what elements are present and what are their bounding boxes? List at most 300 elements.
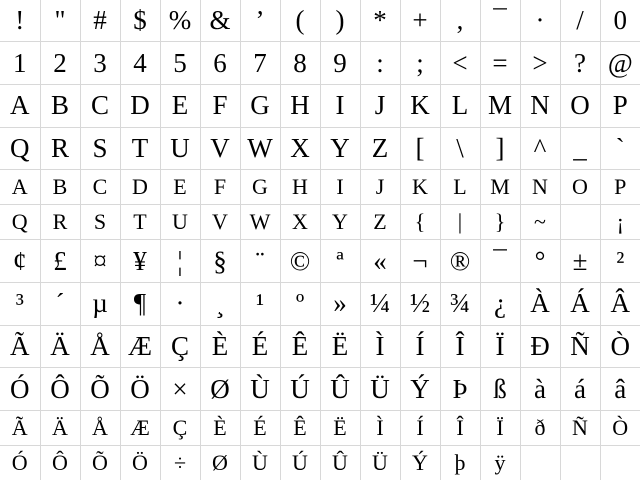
- glyph-cell[interactable]: [200, 127, 240, 170]
- glyph-cell[interactable]: [160, 205, 200, 240]
- glyph-cell[interactable]: [600, 283, 640, 326]
- glyph-cell[interactable]: [600, 85, 640, 128]
- glyph-cell[interactable]: [120, 283, 160, 326]
- glyph-cell[interactable]: [200, 411, 240, 446]
- glyph-cell[interactable]: [320, 85, 360, 128]
- glyph-cell[interactable]: [80, 85, 120, 128]
- glyph: Ô: [50, 373, 70, 404]
- glyph-cell[interactable]: [80, 170, 120, 205]
- glyph: Õ: [90, 373, 110, 404]
- glyph-cell[interactable]: [200, 42, 240, 85]
- glyph: ): [335, 5, 345, 36]
- glyph-cell[interactable]: [40, 283, 80, 326]
- glyph-cell[interactable]: [560, 85, 600, 128]
- glyph: Ç: [172, 415, 188, 441]
- glyph: F: [212, 90, 228, 121]
- glyph-row: [0, 283, 640, 326]
- glyph: ¼: [369, 288, 391, 319]
- glyph-cell[interactable]: [80, 368, 120, 411]
- glyph-cell[interactable]: [560, 283, 600, 326]
- glyph-cell[interactable]: [400, 283, 440, 326]
- glyph-cell[interactable]: [520, 325, 560, 368]
- glyph-cell[interactable]: [120, 411, 160, 446]
- glyph: Ä: [52, 415, 68, 441]
- glyph-cell[interactable]: [240, 240, 280, 283]
- glyph-cell[interactable]: [40, 85, 80, 128]
- glyph-cell[interactable]: [320, 170, 360, 205]
- glyph: Æ: [130, 415, 150, 441]
- glyph-row: [0, 0, 640, 42]
- glyph: ¡: [616, 209, 624, 235]
- glyph-cell[interactable]: [40, 0, 80, 42]
- glyph-cell[interactable]: [320, 446, 360, 480]
- glyph-cell[interactable]: [400, 240, 440, 283]
- glyph-cell[interactable]: [440, 0, 480, 42]
- glyph-cell[interactable]: [240, 283, 280, 326]
- glyph-cell[interactable]: [440, 283, 480, 326]
- glyph-cell[interactable]: [560, 446, 600, 480]
- glyph-cell[interactable]: [40, 205, 80, 240]
- glyph-cell[interactable]: [520, 446, 560, 480]
- glyph-cell[interactable]: [440, 411, 480, 446]
- glyph-cell[interactable]: [520, 411, 560, 446]
- glyph: Z: [371, 133, 389, 164]
- glyph-cell[interactable]: [160, 446, 200, 480]
- glyph: 5: [173, 47, 187, 78]
- glyph-cell[interactable]: [560, 170, 600, 205]
- glyph: S: [92, 133, 108, 164]
- glyph-cell[interactable]: [520, 0, 560, 42]
- glyph-cell[interactable]: [480, 325, 520, 368]
- glyph: ’: [255, 5, 265, 36]
- glyph: Ì: [376, 415, 384, 441]
- glyph-cell[interactable]: [560, 0, 600, 42]
- glyph: ": [54, 5, 66, 36]
- glyph-cell[interactable]: [80, 240, 120, 283]
- glyph-cell[interactable]: [600, 0, 640, 42]
- glyph-cell[interactable]: [200, 325, 240, 368]
- glyph-cell[interactable]: [480, 205, 520, 240]
- glyph-cell[interactable]: [160, 127, 200, 170]
- glyph-cell[interactable]: [280, 205, 320, 240]
- glyph-cell[interactable]: [240, 325, 280, 368]
- glyph-cell[interactable]: [200, 85, 240, 128]
- glyph: S: [93, 209, 107, 235]
- glyph: Í: [416, 415, 424, 441]
- glyph-cell[interactable]: [520, 368, 560, 411]
- glyph-cell[interactable]: [240, 0, 280, 42]
- glyph-cell[interactable]: [160, 0, 200, 42]
- glyph-cell[interactable]: [440, 127, 480, 170]
- glyph-cell[interactable]: [600, 42, 640, 85]
- glyph: Å: [92, 415, 108, 441]
- glyph-cell[interactable]: [240, 85, 280, 128]
- glyph-cell[interactable]: [280, 411, 320, 446]
- glyph-cell[interactable]: [360, 170, 400, 205]
- glyph-cell[interactable]: [80, 325, 120, 368]
- glyph: C: [90, 90, 109, 121]
- glyph: $: [133, 5, 147, 36]
- glyph: D: [132, 174, 148, 200]
- glyph-cell[interactable]: [200, 0, 240, 42]
- glyph-cell[interactable]: [600, 127, 640, 170]
- glyph-cell[interactable]: [0, 205, 40, 240]
- glyph-cell[interactable]: [320, 411, 360, 446]
- glyph: Ö: [130, 373, 150, 404]
- glyph-cell[interactable]: [160, 240, 200, 283]
- glyph: %: [168, 5, 192, 36]
- glyph-cell[interactable]: [40, 240, 80, 283]
- glyph-cell[interactable]: [240, 127, 280, 170]
- glyph-cell[interactable]: [40, 42, 80, 85]
- glyph-cell[interactable]: [480, 446, 520, 480]
- glyph-cell[interactable]: [440, 368, 480, 411]
- glyph: Ó: [11, 450, 28, 476]
- glyph: V: [212, 209, 228, 235]
- glyph-cell[interactable]: [600, 368, 640, 411]
- glyph: ©: [289, 245, 311, 276]
- glyph-cell[interactable]: [240, 446, 280, 480]
- glyph: 4: [133, 47, 147, 78]
- glyph: Z: [373, 209, 387, 235]
- glyph: â: [614, 373, 627, 404]
- glyph-cell[interactable]: [200, 368, 240, 411]
- glyph-cell[interactable]: [240, 170, 280, 205]
- glyph-cell[interactable]: [0, 170, 40, 205]
- glyph-cell[interactable]: [560, 325, 600, 368]
- glyph-cell[interactable]: [280, 0, 320, 42]
- glyph-cell[interactable]: [600, 205, 640, 240]
- glyph-cell[interactable]: [520, 205, 560, 240]
- glyph-cell[interactable]: [400, 368, 440, 411]
- glyph-cell[interactable]: [160, 283, 200, 326]
- glyph-row: [0, 127, 640, 170]
- glyph-cell[interactable]: [0, 85, 40, 128]
- glyph-cell[interactable]: [360, 240, 400, 283]
- glyph-cell[interactable]: [280, 368, 320, 411]
- glyph-cell[interactable]: [400, 411, 440, 446]
- glyph-cell[interactable]: [480, 127, 520, 170]
- glyph-cell[interactable]: [440, 170, 480, 205]
- glyph: ^: [533, 133, 547, 164]
- glyph-cell[interactable]: [80, 0, 120, 42]
- glyph: Õ: [92, 450, 108, 476]
- glyph: O: [572, 174, 588, 200]
- glyph-cell[interactable]: [80, 411, 120, 446]
- glyph: µ: [92, 288, 108, 319]
- glyph-cell[interactable]: [0, 411, 40, 446]
- glyph: {: [414, 209, 426, 235]
- glyph-cell[interactable]: [480, 240, 520, 283]
- glyph-cell[interactable]: [520, 240, 560, 283]
- glyph-cell[interactable]: [360, 283, 400, 326]
- glyph-cell[interactable]: [360, 446, 400, 480]
- glyph: Ä: [50, 331, 70, 362]
- glyph-cell[interactable]: [600, 411, 640, 446]
- glyph-row: [0, 170, 640, 205]
- glyph: º: [295, 288, 305, 319]
- glyph: L: [451, 90, 469, 121]
- glyph-cell[interactable]: [280, 283, 320, 326]
- glyph-cell[interactable]: [520, 170, 560, 205]
- glyph: E: [173, 174, 187, 200]
- glyph: C: [92, 174, 108, 200]
- glyph-cell[interactable]: [240, 368, 280, 411]
- glyph-cell[interactable]: [120, 127, 160, 170]
- glyph: «: [373, 245, 387, 276]
- glyph: ½: [409, 288, 431, 319]
- glyph: ]: [495, 133, 505, 164]
- glyph-cell[interactable]: [80, 127, 120, 170]
- glyph-cell[interactable]: [120, 446, 160, 480]
- glyph-cell[interactable]: [200, 240, 240, 283]
- glyph-cell[interactable]: [480, 368, 520, 411]
- glyph-cell[interactable]: [0, 0, 40, 42]
- glyph: þ: [454, 450, 466, 476]
- glyph-cell[interactable]: [520, 127, 560, 170]
- glyph-cell[interactable]: [0, 42, 40, 85]
- glyph: _: [573, 133, 587, 164]
- glyph: T: [133, 209, 147, 235]
- glyph: Ö: [132, 450, 148, 476]
- glyph-cell[interactable]: [520, 85, 560, 128]
- glyph-cell[interactable]: [320, 325, 360, 368]
- glyph-cell[interactable]: [0, 446, 40, 480]
- glyph-cell[interactable]: [360, 205, 400, 240]
- glyph-row: [0, 240, 640, 283]
- glyph: Þ: [452, 373, 468, 404]
- glyph: G: [252, 174, 268, 200]
- glyph-cell[interactable]: [480, 0, 520, 42]
- glyph: Ã: [10, 331, 30, 362]
- glyph: ¯: [493, 5, 507, 36]
- glyph-cell[interactable]: [560, 42, 600, 85]
- glyph: V: [210, 133, 230, 164]
- glyph-cell[interactable]: [160, 42, 200, 85]
- glyph-cell[interactable]: [40, 446, 80, 480]
- glyph-cell[interactable]: [560, 127, 600, 170]
- glyph: ®: [449, 245, 471, 276]
- glyph: Ü: [372, 450, 388, 476]
- glyph-cell[interactable]: [400, 42, 440, 85]
- glyph-cell[interactable]: [160, 85, 200, 128]
- glyph-cell[interactable]: [480, 170, 520, 205]
- glyph: È: [213, 415, 227, 441]
- glyph: Y: [330, 133, 350, 164]
- glyph: ¢: [13, 245, 27, 276]
- glyph: ¹: [255, 288, 265, 319]
- glyph-cell[interactable]: [560, 411, 600, 446]
- glyph-cell[interactable]: [440, 325, 480, 368]
- glyph: F: [213, 174, 227, 200]
- glyph-cell[interactable]: [0, 283, 40, 326]
- glyph-cell[interactable]: [560, 205, 600, 240]
- glyph: ,: [456, 5, 464, 36]
- glyph: W: [247, 133, 273, 164]
- glyph: +: [412, 5, 428, 36]
- glyph: I: [335, 90, 345, 121]
- glyph-row: [0, 42, 640, 85]
- glyph-cell[interactable]: [560, 240, 600, 283]
- glyph-cell[interactable]: [240, 205, 280, 240]
- glyph-cell[interactable]: [440, 446, 480, 480]
- glyph: ±: [572, 245, 588, 276]
- glyph-cell[interactable]: [320, 0, 360, 42]
- glyph-cell[interactable]: [160, 170, 200, 205]
- glyph-cell[interactable]: [280, 85, 320, 128]
- glyph: D: [130, 90, 150, 121]
- glyph-cell[interactable]: [480, 283, 520, 326]
- glyph: Ç: [170, 331, 189, 362]
- glyph-row: [0, 446, 640, 480]
- glyph: A: [10, 90, 30, 121]
- glyph: Ò: [612, 415, 629, 441]
- glyph-cell[interactable]: [440, 85, 480, 128]
- glyph-row: [0, 325, 640, 368]
- glyph-cell[interactable]: [240, 411, 280, 446]
- glyph-cell[interactable]: [40, 325, 80, 368]
- glyph: H: [292, 174, 308, 200]
- glyph-cell[interactable]: [40, 170, 80, 205]
- glyph-cell[interactable]: [600, 240, 640, 283]
- glyph-cell[interactable]: [120, 85, 160, 128]
- glyph: B: [52, 174, 68, 200]
- glyph: P: [614, 174, 627, 200]
- glyph-cell[interactable]: [160, 411, 200, 446]
- glyph: Q: [10, 133, 30, 164]
- glyph-cell[interactable]: [160, 325, 200, 368]
- glyph-cell[interactable]: [480, 85, 520, 128]
- glyph-cell[interactable]: [160, 368, 200, 411]
- glyph: Ã: [11, 415, 28, 441]
- glyph: á: [574, 373, 586, 404]
- glyph-cell[interactable]: [480, 42, 520, 85]
- glyph-cell[interactable]: [280, 170, 320, 205]
- glyph-cell[interactable]: [200, 283, 240, 326]
- glyph-cell[interactable]: [320, 368, 360, 411]
- glyph-cell[interactable]: [0, 325, 40, 368]
- glyph-cell[interactable]: [280, 42, 320, 85]
- glyph-cell[interactable]: [200, 446, 240, 480]
- glyph-cell[interactable]: [0, 127, 40, 170]
- glyph: ª: [336, 245, 344, 276]
- glyph-cell[interactable]: [520, 42, 560, 85]
- glyph-cell[interactable]: [600, 325, 640, 368]
- glyph-cell[interactable]: [600, 170, 640, 205]
- glyph-cell[interactable]: [40, 127, 80, 170]
- glyph-cell[interactable]: [120, 42, 160, 85]
- glyph: Ô: [52, 450, 68, 476]
- glyph: J: [374, 90, 386, 121]
- glyph-cell[interactable]: [480, 411, 520, 446]
- glyph-cell[interactable]: [320, 283, 360, 326]
- glyph-cell[interactable]: [80, 205, 120, 240]
- glyph-cell[interactable]: [120, 240, 160, 283]
- glyph: Ø: [212, 450, 228, 476]
- glyph-cell[interactable]: [120, 170, 160, 205]
- glyph-cell[interactable]: [80, 283, 120, 326]
- glyph-cell[interactable]: [200, 170, 240, 205]
- glyph-cell[interactable]: [400, 127, 440, 170]
- glyph-cell[interactable]: [80, 42, 120, 85]
- glyph: &: [209, 5, 231, 36]
- glyph-cell[interactable]: [120, 368, 160, 411]
- glyph: Ý: [410, 373, 430, 404]
- glyph-cell[interactable]: [400, 170, 440, 205]
- glyph: ·: [175, 288, 185, 319]
- glyph: R: [50, 133, 69, 164]
- glyph: ¶: [133, 288, 147, 319]
- glyph-cell[interactable]: [360, 368, 400, 411]
- glyph: ð: [534, 415, 546, 441]
- glyph-cell[interactable]: [360, 42, 400, 85]
- glyph-cell[interactable]: [0, 368, 40, 411]
- glyph-cell[interactable]: [200, 205, 240, 240]
- glyph-cell[interactable]: [360, 325, 400, 368]
- glyph-cell[interactable]: [400, 325, 440, 368]
- glyph-cell[interactable]: [600, 446, 640, 480]
- glyph: P: [612, 90, 628, 121]
- glyph-cell[interactable]: [40, 368, 80, 411]
- glyph-cell[interactable]: [400, 205, 440, 240]
- glyph-cell[interactable]: [400, 0, 440, 42]
- glyph-cell[interactable]: [400, 85, 440, 128]
- glyph-cell[interactable]: [40, 411, 80, 446]
- glyph: ¸: [215, 288, 225, 319]
- glyph-cell[interactable]: [440, 205, 480, 240]
- glyph: Ñ: [572, 415, 588, 441]
- glyph: B: [50, 90, 69, 121]
- glyph-cell[interactable]: [80, 446, 120, 480]
- glyph: #: [93, 5, 107, 36]
- glyph-cell[interactable]: [280, 240, 320, 283]
- glyph-cell[interactable]: [120, 205, 160, 240]
- glyph-cell[interactable]: [360, 85, 400, 128]
- glyph: É: [251, 331, 269, 362]
- glyph-cell[interactable]: [120, 0, 160, 42]
- glyph-cell[interactable]: [440, 42, 480, 85]
- glyph: U: [170, 133, 190, 164]
- glyph: L: [453, 174, 467, 200]
- glyph-cell[interactable]: [280, 325, 320, 368]
- glyph: Ü: [370, 373, 390, 404]
- glyph-cell[interactable]: [0, 240, 40, 283]
- glyph-cell[interactable]: [360, 411, 400, 446]
- glyph: Ú: [290, 373, 310, 404]
- glyph: K: [412, 174, 428, 200]
- glyph: G: [250, 90, 270, 121]
- glyph-cell[interactable]: [400, 446, 440, 480]
- glyph-cell[interactable]: [320, 240, 360, 283]
- glyph: N: [530, 90, 550, 121]
- glyph-cell[interactable]: [360, 0, 400, 42]
- glyph-cell[interactable]: [320, 42, 360, 85]
- glyph-cell[interactable]: [240, 42, 280, 85]
- glyph: ¦: [177, 245, 183, 276]
- glyph-cell[interactable]: [440, 240, 480, 283]
- glyph-cell[interactable]: [320, 205, 360, 240]
- glyph-cell[interactable]: [320, 127, 360, 170]
- glyph-cell[interactable]: [360, 127, 400, 170]
- glyph-cell[interactable]: [280, 446, 320, 480]
- glyph: Ò: [610, 331, 630, 362]
- glyph: @: [607, 47, 633, 78]
- glyph-cell[interactable]: [560, 368, 600, 411]
- glyph-cell[interactable]: [120, 325, 160, 368]
- glyph: Ê: [293, 415, 307, 441]
- glyph-cell[interactable]: [520, 283, 560, 326]
- glyph-cell[interactable]: [280, 127, 320, 170]
